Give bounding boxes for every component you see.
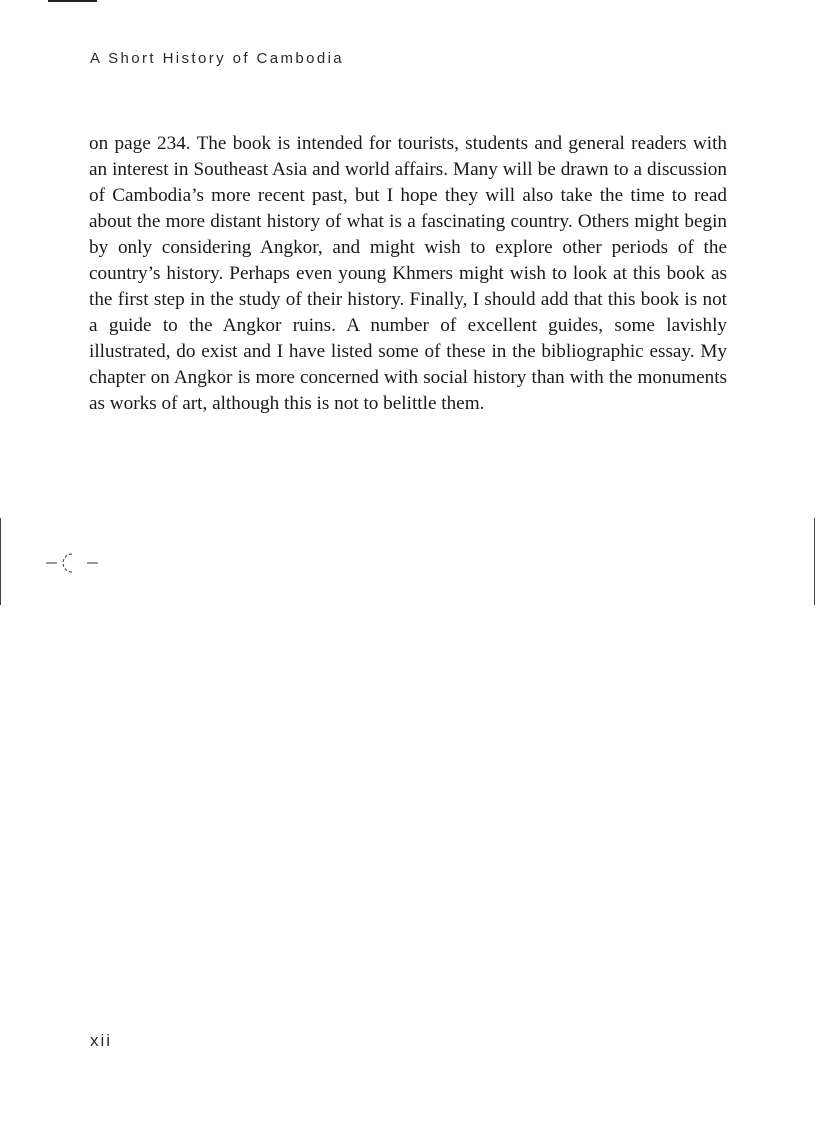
registration-mark-icon <box>46 551 98 575</box>
body-paragraph: on page 234. The book is intended for tourists, students and general readers with an interest in Southeast Asia and world affairs. Many will be drawn to a discussion of Cambodia’s more recent past, but I hope they will also take the time to read about the more distant history of what is a fascinating country. Others might begin by only considering Angkor, and might wish to explore other periods of the country’s history. Perhaps even young Khmers might wish to look at this book as the first step in the study of their history. Finally, I should add that this book is not a guide to the Angkor ruins. A number of excellent guides, some lavishly illustrated, do exist and I have listed some of these in the bibliographic essay. My chapter on Angkor is more concerned with social history than with the monuments as works of art, although this is not to belittle them. <box>89 133 727 414</box>
page-number: xii <box>90 1031 113 1050</box>
running-head: A Short History of Cambodia <box>90 50 345 67</box>
top-crop-rule <box>48 0 97 2</box>
left-crop-mark <box>0 518 1 605</box>
right-crop-mark <box>814 518 815 605</box>
